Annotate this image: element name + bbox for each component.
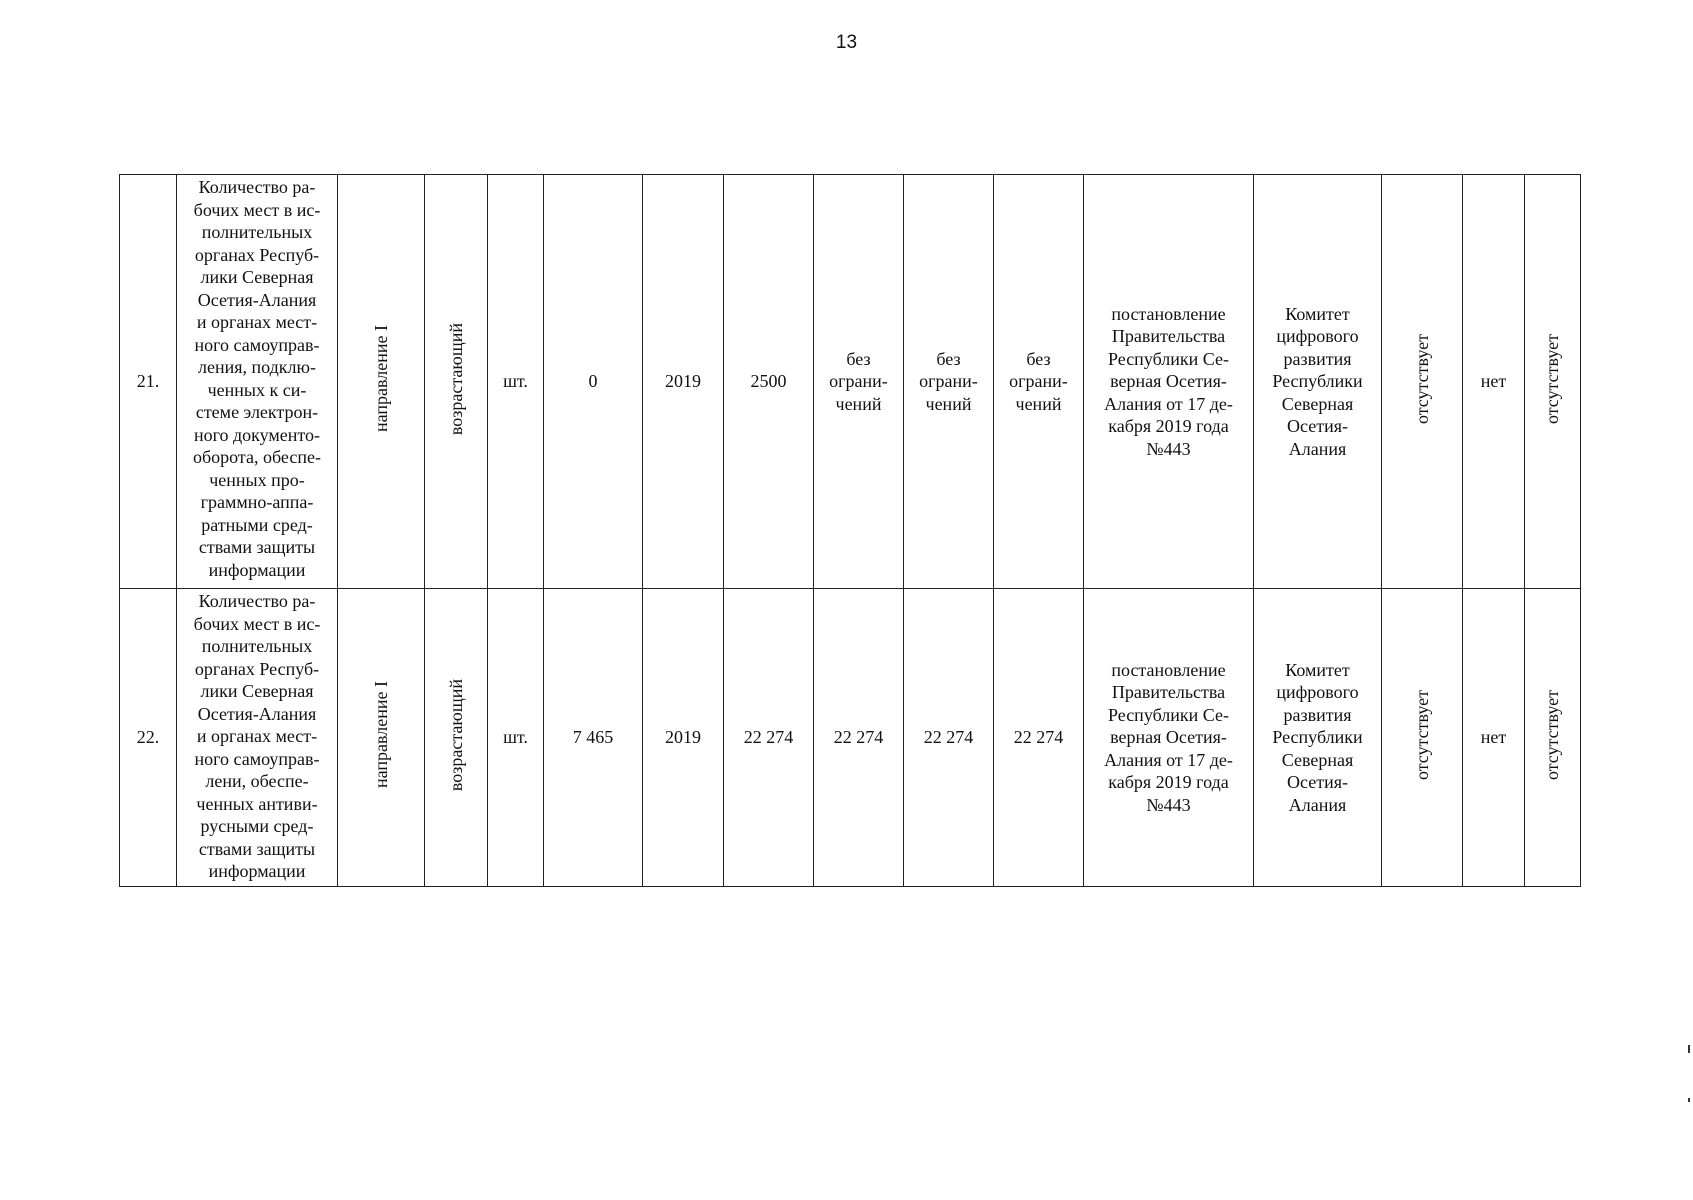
indicators-table bbox=[119, 174, 1581, 887]
page-number: 13 bbox=[835, 32, 858, 53]
row-number: 21. bbox=[120, 175, 177, 589]
target-value-cell: 2500 bbox=[724, 175, 814, 589]
base-value-cell: 0 bbox=[544, 175, 643, 589]
trend-cell: возрастающий bbox=[425, 589, 488, 887]
table-row bbox=[120, 589, 1581, 887]
base-year-cell: 2019 bbox=[643, 175, 724, 589]
target-value-cell: 22 274 bbox=[814, 589, 904, 887]
table-row bbox=[120, 175, 1581, 589]
status-cell-c: отсутствует bbox=[1525, 175, 1581, 589]
unit-cell: шт. bbox=[488, 175, 544, 589]
target-value-cell: 22 274 bbox=[724, 589, 814, 887]
target-value-cell: без ограни- чений bbox=[904, 175, 994, 589]
scan-edge-mark bbox=[1688, 1045, 1690, 1053]
row-number: 22. bbox=[120, 589, 177, 887]
base-year-cell: 2019 bbox=[643, 589, 724, 887]
document-cell: постановление Правительства Республики Се- верная Осетия- Алания от 17 де- кабря 2019 года №443 bbox=[1084, 589, 1254, 887]
target-value-cell: 22 274 bbox=[994, 589, 1084, 887]
responsible-cell: Комитет цифрового развития Республики Северная Осетия- Алания bbox=[1254, 175, 1382, 589]
direction-cell: направление I bbox=[338, 175, 425, 589]
status-cell-a: отсутствует bbox=[1382, 175, 1463, 589]
status-cell-b: нет bbox=[1463, 175, 1525, 589]
target-value-cell: 22 274 bbox=[904, 589, 994, 887]
responsible-cell: Комитет цифрового развития Республики Северная Осетия- Алания bbox=[1254, 589, 1382, 887]
trend-cell: возрастающий bbox=[425, 175, 488, 589]
status-cell-b: нет bbox=[1463, 589, 1525, 887]
status-cell-c: отсутствует bbox=[1525, 589, 1581, 887]
document-cell: постановление Правительства Республики Се- верная Осетия- Алания от 17 де- кабря 2019 года №443 bbox=[1084, 175, 1254, 589]
indicator-name: Количество ра- бочих мест в ис- полнительных органах Респуб- лики Северная Осетия-Алания и органах мест- ного самоуправ- ления, подклю- ченных к си- стеме электрон- ного документо- оборота, обеспе- ченных про- граммно-аппа- ратными сред- ствами защиты информации bbox=[177, 175, 338, 589]
target-value-cell: без ограни- чений bbox=[814, 175, 904, 589]
indicator-name: Количество ра- бочих мест в ис- полнительных органах Респуб- лики Северная Осетия-Алания и органах мест- ного самоуправ- лени, обеспе- ченных антиви- русными сред- ствами защиты информации bbox=[177, 589, 338, 887]
target-value-cell: без ограни- чений bbox=[994, 175, 1084, 589]
base-value-cell: 7 465 bbox=[544, 589, 643, 887]
unit-cell: шт. bbox=[488, 589, 544, 887]
status-cell-a: отсутствует bbox=[1382, 589, 1463, 887]
direction-cell: направление I bbox=[338, 589, 425, 887]
scan-edge-mark bbox=[1688, 1098, 1690, 1102]
